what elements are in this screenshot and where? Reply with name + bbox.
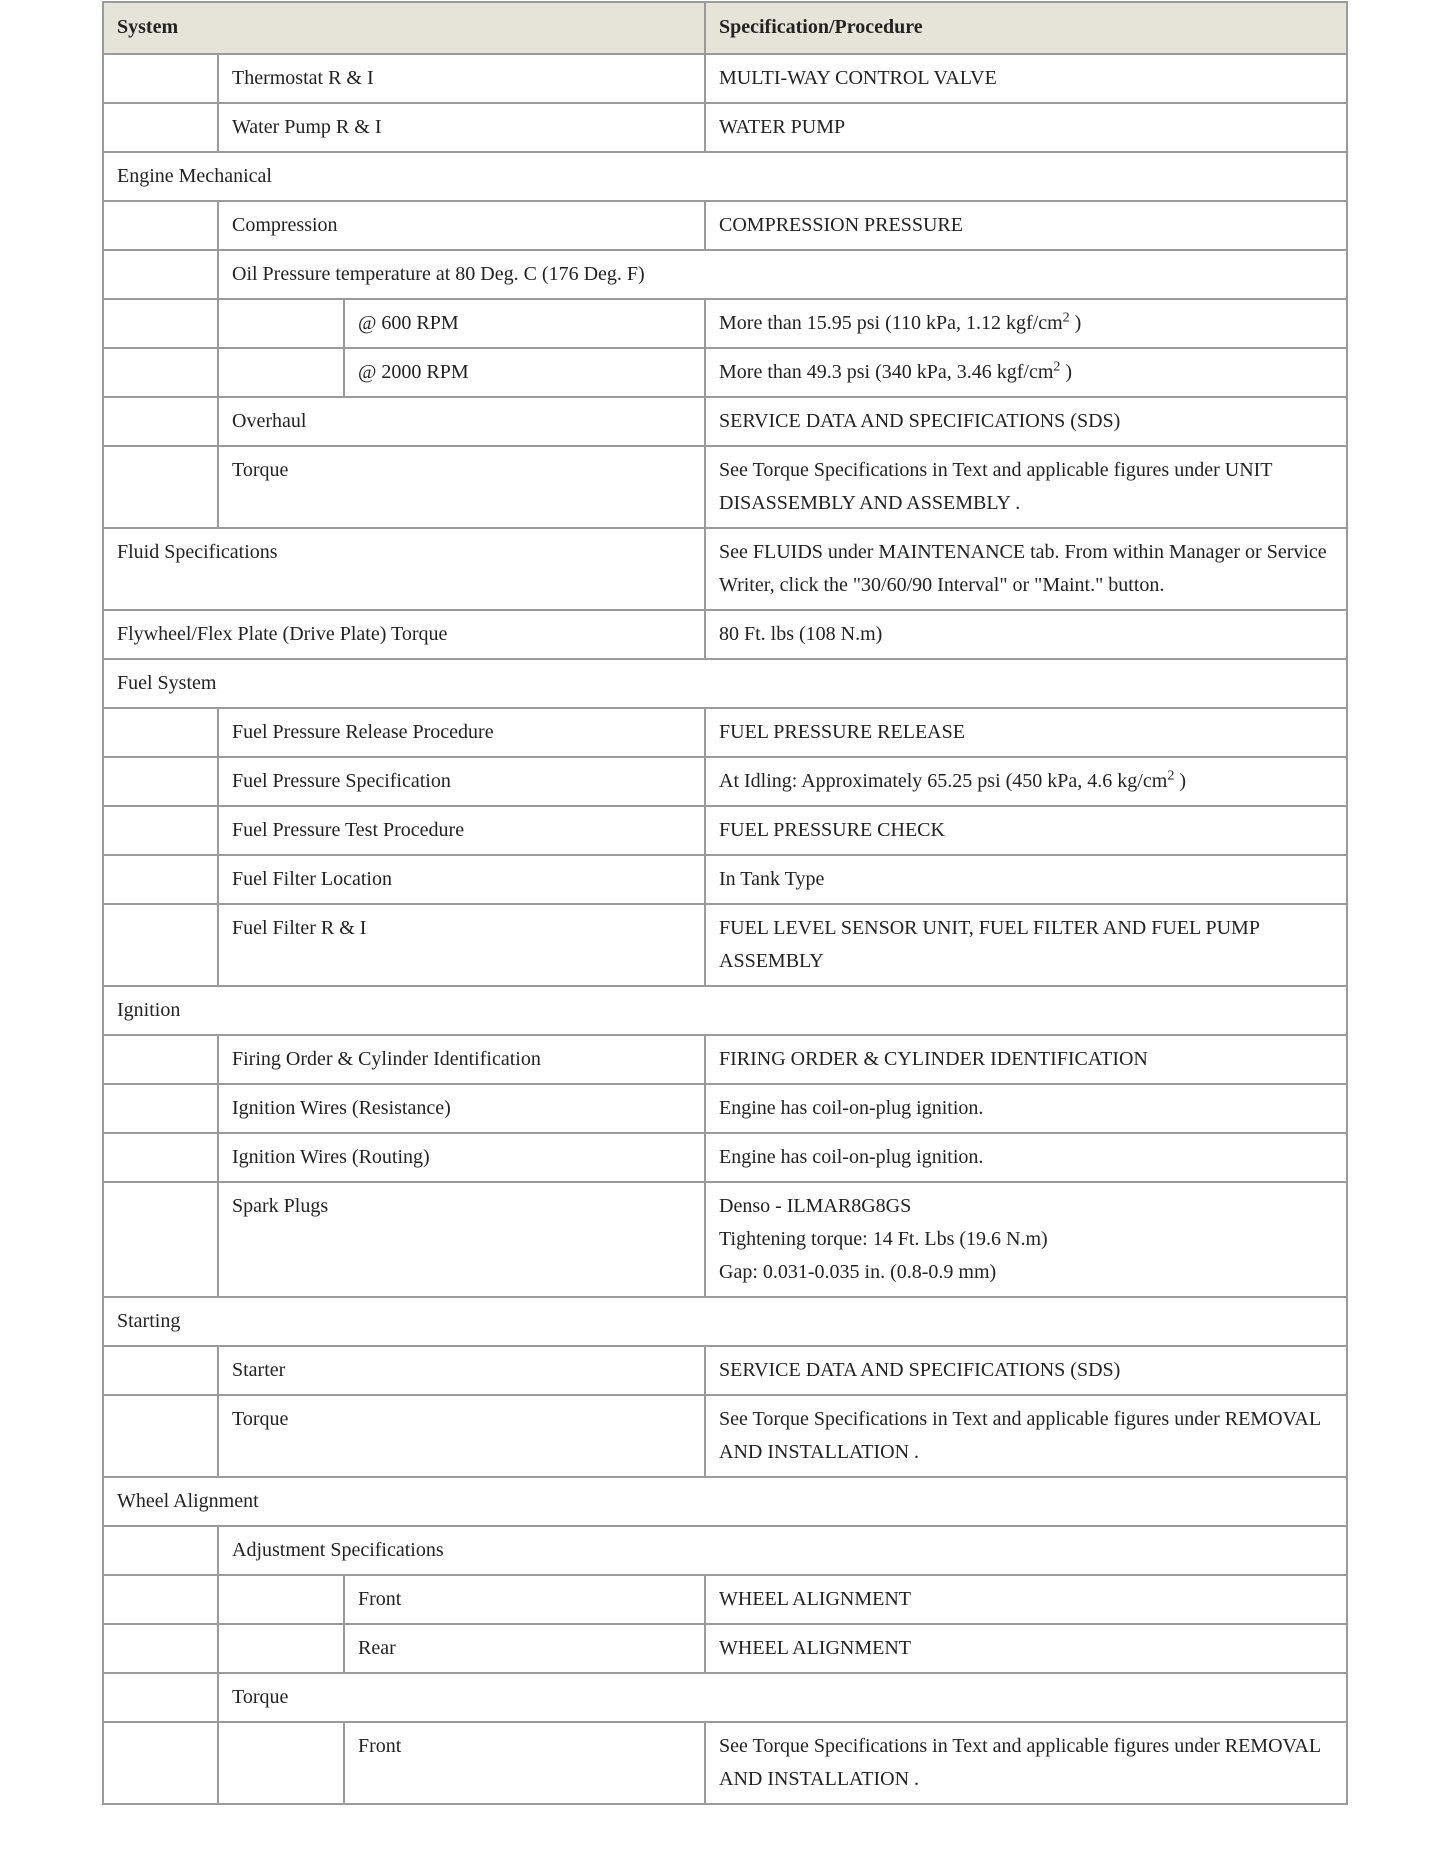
spec-cell bbox=[705, 54, 1347, 103]
spec-text: WHEEL ALIGNMENT bbox=[719, 1637, 911, 1659]
spec-line bbox=[719, 1730, 1333, 1796]
system-label: Engine Mechanical bbox=[103, 152, 1347, 201]
indent-cell bbox=[218, 348, 344, 397]
spec-cell bbox=[705, 708, 1347, 757]
section-row bbox=[103, 250, 1347, 299]
spec-cell bbox=[705, 855, 1347, 904]
spec-text: Engine has coil-on-plug ignition. bbox=[719, 1146, 984, 1168]
indent-cell bbox=[218, 1722, 344, 1804]
spec-cell bbox=[705, 1084, 1347, 1133]
system-label: Ignition bbox=[103, 986, 1347, 1035]
spec-text: Engine has coil-on-plug ignition. bbox=[719, 1097, 984, 1119]
spec-line bbox=[719, 356, 1333, 389]
spec-text: 80 Ft. lbs (108 N.m) bbox=[719, 623, 883, 645]
system-label: @ 2000 RPM bbox=[344, 348, 705, 397]
spec-line bbox=[719, 209, 1333, 242]
spec-cell bbox=[705, 1395, 1347, 1477]
spec-text: See Torque Specifications in Text and applicable figures under UNIT DISASSEMBLY AND ASSEMBLY . bbox=[719, 459, 1273, 514]
spec-text: Denso - ILMAR8G8GS bbox=[719, 1195, 912, 1217]
system-label: Fuel Pressure Test Procedure bbox=[218, 806, 705, 855]
spec-cell bbox=[705, 299, 1347, 348]
spec-cell bbox=[705, 1575, 1347, 1624]
spec-line bbox=[719, 1403, 1333, 1469]
spec-line bbox=[719, 1583, 1333, 1616]
section-row bbox=[103, 986, 1347, 1035]
spec-line bbox=[719, 1632, 1333, 1665]
table-row bbox=[103, 103, 1347, 152]
spec-text: COMPRESSION PRESSURE bbox=[719, 214, 963, 236]
spec-line bbox=[719, 536, 1333, 602]
system-label: Compression bbox=[218, 201, 705, 250]
spec-text: See Torque Specifications in Text and applicable figures under REMOVAL AND INSTALLATION . bbox=[719, 1735, 1321, 1790]
spec-cell bbox=[705, 528, 1347, 610]
spec-line bbox=[719, 1141, 1333, 1174]
spec-line bbox=[719, 307, 1333, 340]
spec-line bbox=[719, 1256, 1333, 1289]
section-row bbox=[103, 659, 1347, 708]
section-row bbox=[103, 1477, 1347, 1526]
spec-line bbox=[719, 716, 1333, 749]
indent-cell bbox=[218, 1624, 344, 1673]
system-label: Fuel Pressure Release Procedure bbox=[218, 708, 705, 757]
system-label: Firing Order & Cylinder Identification bbox=[218, 1035, 705, 1084]
table-row bbox=[103, 54, 1347, 103]
spec-cell bbox=[705, 1035, 1347, 1084]
table-row bbox=[103, 757, 1347, 806]
spec-cell bbox=[705, 610, 1347, 659]
spec-line bbox=[719, 454, 1333, 520]
spec-line bbox=[719, 814, 1333, 847]
indent-cell bbox=[103, 708, 218, 757]
unit-superscript: 2 bbox=[1167, 768, 1175, 784]
spec-text: FIRING ORDER & CYLINDER IDENTIFICATION bbox=[719, 1048, 1148, 1070]
spec-text: In Tank Type bbox=[719, 868, 825, 890]
section-row bbox=[103, 1526, 1347, 1575]
system-label: Ignition Wires (Routing) bbox=[218, 1133, 705, 1182]
system-label: Front bbox=[344, 1575, 705, 1624]
table-row bbox=[103, 348, 1347, 397]
spec-cell bbox=[705, 1722, 1347, 1804]
table-row bbox=[103, 855, 1347, 904]
unit-superscript: 2 bbox=[1062, 310, 1070, 326]
system-label: Overhaul bbox=[218, 397, 705, 446]
indent-cell bbox=[103, 1673, 218, 1722]
system-label: Starting bbox=[103, 1297, 1347, 1346]
table-row bbox=[103, 446, 1347, 528]
spec-cell bbox=[705, 446, 1347, 528]
indent-cell bbox=[218, 299, 344, 348]
spec-text: MULTI-WAY CONTROL VALVE bbox=[719, 67, 997, 89]
indent-cell bbox=[103, 757, 218, 806]
indent-cell bbox=[103, 54, 218, 103]
indent-cell bbox=[103, 1035, 218, 1084]
indent-cell bbox=[103, 446, 218, 528]
spec-line bbox=[719, 1043, 1333, 1076]
system-column-header: System bbox=[103, 2, 705, 54]
spec-text: SERVICE DATA AND SPECIFICATIONS (SDS) bbox=[719, 410, 1121, 432]
system-label: Flywheel/Flex Plate (Drive Plate) Torque bbox=[103, 610, 705, 659]
spec-cell bbox=[705, 1346, 1347, 1395]
indent-cell bbox=[103, 1182, 218, 1297]
spec-text: See FLUIDS under MAINTENANCE tab. From within Manager or Service Writer, click the "30/60/90 Interval" or "Maint." button. bbox=[719, 541, 1327, 596]
spec-line bbox=[719, 912, 1333, 978]
section-row bbox=[103, 1673, 1347, 1722]
spec-text: See Torque Specifications in Text and applicable figures under REMOVAL AND INSTALLATION . bbox=[719, 1408, 1321, 1463]
spec-cell bbox=[705, 1133, 1347, 1182]
system-label: Thermostat R & I bbox=[218, 54, 705, 103]
spec-text: Tightening torque: 14 Ft. Lbs (19.6 N.m) bbox=[719, 1228, 1048, 1250]
indent-cell bbox=[103, 103, 218, 152]
system-label: Ignition Wires (Resistance) bbox=[218, 1084, 705, 1133]
spec-line bbox=[719, 1354, 1333, 1387]
system-label: Fuel Filter R & I bbox=[218, 904, 705, 986]
table-row bbox=[103, 397, 1347, 446]
table-header-row bbox=[103, 2, 1347, 54]
indent-cell bbox=[103, 1133, 218, 1182]
spec-line bbox=[719, 111, 1333, 144]
spec-text: SERVICE DATA AND SPECIFICATIONS (SDS) bbox=[719, 1359, 1121, 1381]
spec-line bbox=[719, 863, 1333, 896]
spec-tail: ) bbox=[1174, 770, 1186, 792]
table-row bbox=[103, 1395, 1347, 1477]
indent-cell bbox=[103, 1346, 218, 1395]
table-row bbox=[103, 1346, 1347, 1395]
spec-cell bbox=[705, 103, 1347, 152]
indent-cell bbox=[103, 1624, 218, 1673]
spec-line bbox=[719, 1223, 1333, 1256]
table-row bbox=[103, 806, 1347, 855]
spec-cell bbox=[705, 397, 1347, 446]
indent-cell bbox=[103, 1526, 218, 1575]
indent-cell bbox=[103, 806, 218, 855]
table-row bbox=[103, 299, 1347, 348]
system-label: Fluid Specifications bbox=[103, 528, 705, 610]
spec-line bbox=[719, 618, 1333, 651]
spec-text: At Idling: Approximately 65.25 psi (450 kPa, 4.6 kg/cm bbox=[719, 770, 1168, 792]
system-label: Fuel Pressure Specification bbox=[218, 757, 705, 806]
spec-cell bbox=[705, 806, 1347, 855]
table-row bbox=[103, 1722, 1347, 1804]
system-label: Torque bbox=[218, 446, 705, 528]
table-body bbox=[103, 54, 1347, 1804]
spec-sheet bbox=[102, 1, 1346, 1805]
system-label: Fuel Filter Location bbox=[218, 855, 705, 904]
table-row bbox=[103, 201, 1347, 250]
spec-line bbox=[719, 765, 1333, 798]
indent-cell bbox=[103, 904, 218, 986]
system-label: Water Pump R & I bbox=[218, 103, 705, 152]
system-label: Oil Pressure temperature at 80 Deg. C (176 Deg. F) bbox=[218, 250, 1347, 299]
system-label: Starter bbox=[218, 1346, 705, 1395]
table-row bbox=[103, 528, 1347, 610]
table-row bbox=[103, 1084, 1347, 1133]
spec-cell bbox=[705, 1624, 1347, 1673]
spec-column-header: Specification/Procedure bbox=[705, 2, 1347, 54]
spec-text: WATER PUMP bbox=[719, 116, 846, 138]
indent-cell bbox=[103, 1395, 218, 1477]
table-row bbox=[103, 1624, 1347, 1673]
indent-cell bbox=[103, 1575, 218, 1624]
spec-text: WHEEL ALIGNMENT bbox=[719, 1588, 911, 1610]
section-row bbox=[103, 152, 1347, 201]
spec-cell bbox=[705, 1182, 1347, 1297]
spec-line bbox=[719, 1190, 1333, 1223]
system-label: @ 600 RPM bbox=[344, 299, 705, 348]
unit-superscript: 2 bbox=[1053, 359, 1061, 375]
spec-cell bbox=[705, 348, 1347, 397]
spec-text: More than 15.95 psi (110 kPa, 1.12 kgf/cm bbox=[719, 312, 1063, 334]
system-label: Torque bbox=[218, 1395, 705, 1477]
spec-table bbox=[102, 1, 1348, 1805]
spec-cell bbox=[705, 201, 1347, 250]
spec-cell bbox=[705, 904, 1347, 986]
indent-cell bbox=[103, 299, 218, 348]
spec-text: FUEL LEVEL SENSOR UNIT, FUEL FILTER AND FUEL PUMP ASSEMBLY bbox=[719, 917, 1260, 972]
system-label: Rear bbox=[344, 1624, 705, 1673]
indent-cell bbox=[218, 1575, 344, 1624]
system-label: Front bbox=[344, 1722, 705, 1804]
table-row bbox=[103, 1575, 1347, 1624]
spec-text: FUEL PRESSURE RELEASE bbox=[719, 721, 965, 743]
indent-cell bbox=[103, 1722, 218, 1804]
spec-cell bbox=[705, 757, 1347, 806]
table-row bbox=[103, 1182, 1347, 1297]
section-row bbox=[103, 1297, 1347, 1346]
table-row bbox=[103, 708, 1347, 757]
indent-cell bbox=[103, 397, 218, 446]
spec-text: Gap: 0.031-0.035 in. (0.8-0.9 mm) bbox=[719, 1261, 997, 1283]
system-label: Adjustment Specifications bbox=[218, 1526, 1347, 1575]
system-label: Spark Plugs bbox=[218, 1182, 705, 1297]
spec-line bbox=[719, 405, 1333, 438]
indent-cell bbox=[103, 348, 218, 397]
table-row bbox=[103, 1133, 1347, 1182]
system-label: Wheel Alignment bbox=[103, 1477, 1347, 1526]
indent-cell bbox=[103, 250, 218, 299]
indent-cell bbox=[103, 855, 218, 904]
table-row bbox=[103, 1035, 1347, 1084]
system-label: Torque bbox=[218, 1673, 1347, 1722]
table-row bbox=[103, 610, 1347, 659]
spec-tail: ) bbox=[1069, 312, 1082, 334]
indent-cell bbox=[103, 201, 218, 250]
system-label: Fuel System bbox=[103, 659, 1347, 708]
table-row bbox=[103, 904, 1347, 986]
spec-line bbox=[719, 1092, 1333, 1125]
spec-text: FUEL PRESSURE CHECK bbox=[719, 819, 945, 841]
spec-tail: ) bbox=[1060, 361, 1073, 383]
spec-text: More than 49.3 psi (340 kPa, 3.46 kgf/cm bbox=[719, 361, 1054, 383]
indent-cell bbox=[103, 1084, 218, 1133]
spec-line bbox=[719, 62, 1333, 95]
